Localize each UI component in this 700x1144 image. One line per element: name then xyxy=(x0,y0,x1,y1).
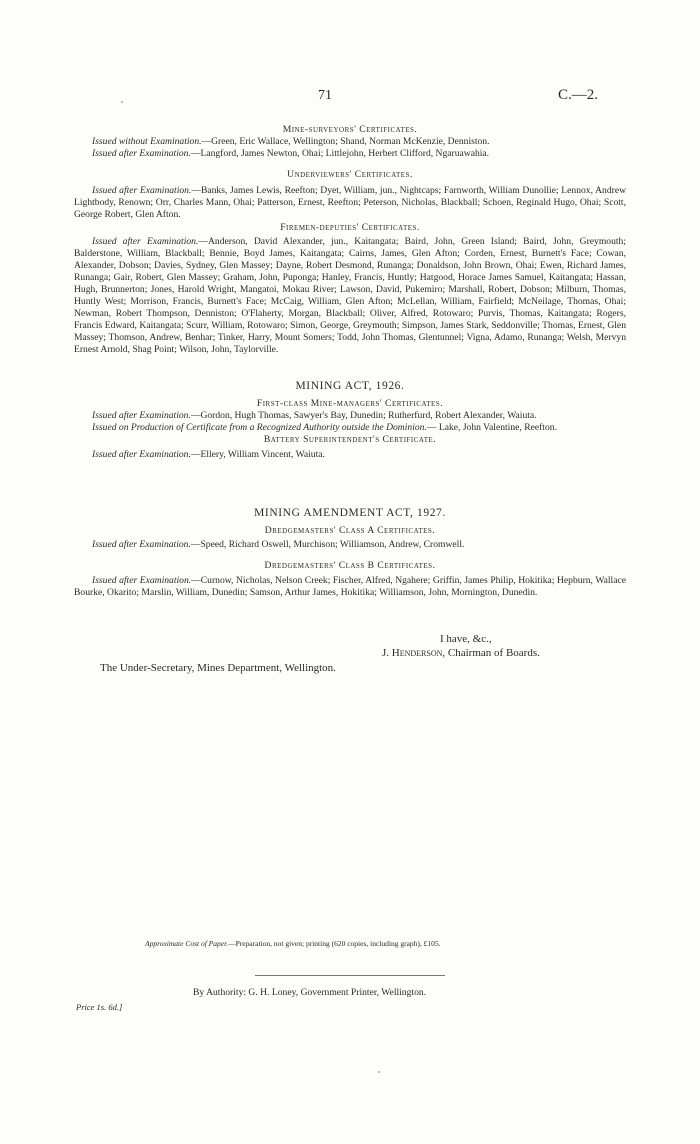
mine-surveyors-without-exam xyxy=(74,136,626,148)
mine-surveyors-heading: Mine-surveyors' Certificates. xyxy=(282,124,418,135)
firemen-deputies-section xyxy=(74,222,626,356)
names-list: —Anderson, David Alexander, jun., Kaitangata; Baird, John, Green Island; Baird, John, Greymouth; Balderstone, William, Blackball; Bennie, Boyd James, Kaitangata; Cairns, James, Glen Afton; Corden, Ernest, Burnett's Face; Cowan, Alexander, Dobson; Davies, Sydney, Glen Massey; Dayne, Robert Desmond, Runanga; Donaldson, John Brown, Ohai; Ewen, Richard James, Runanga; Gair, Robert, Glen Massey; Graham, John, Puponga; Hanley, Francis, Huntly; Hatgood, Horace James Samuel, Kaitangata; Hassan, Hugh, Brunnerton; Jones, Harold Wright, Mangatoi, Mokau River; Lawson, David, Pukemiro; Marshall, Robert, Dobson; Milburn, Thomas, Huntly West; Morrison, Francis, Burnett's Face; McCaig, William, Glen Afton; McLellan, William, Fairfield; McNeilage, Thomas, Ohai; Newman, Robert Thompson, Denniston; O'Flaherty, Morgan, Blackball; Oliver, Alfred, Rotowaro; Purvis, Thomas, Kaitangata; Rogers, Francis Edward, Kaitangata; Scurr, William, Rotowaro; Simon, George, Greymouth; Simpson, James Stark, Seddonville; Thomas, Ernest, Glen Massey; Thomson, Andrew, Benhar; Tinker, Harry, Mount Somers; Todd, John Thomas, Glentunnel; Vigna, Adamo, Runanga; Welsh, Mervyn Ernest Arnold, Shag Point; Wilson, John, Taylorville. xyxy=(74,236,626,355)
issued-label: Issued after Examination. xyxy=(92,539,191,550)
issued-label: Issued without Examination. xyxy=(92,136,202,147)
battery-after-exam xyxy=(74,449,626,461)
battery-heading: Battery Superintendent's Certificate. xyxy=(263,434,437,445)
scan-speck xyxy=(121,101,123,103)
issued-label: Issued after Examination. xyxy=(92,410,191,421)
document-reference: C.—2. xyxy=(558,87,599,103)
names-list: —Speed, Richard Oswell, Murchison; Williamson, Andrew, Cromwell. xyxy=(190,539,465,550)
cost-text: —Preparation, not given; printing (620 copies, including graph), £105. xyxy=(228,939,441,948)
issued-label: Issued after Examination. xyxy=(92,148,191,159)
class-b-after-exam xyxy=(74,575,626,599)
first-class-production xyxy=(74,422,626,434)
mine-surveyors-section xyxy=(74,124,626,160)
mining-amendment-act-section xyxy=(74,507,626,599)
issued-label: Issued after Examination. xyxy=(92,236,199,247)
class-b-heading: Dredgemasters' Class B Certificates. xyxy=(264,560,436,571)
firemen-deputies-heading: Firemen-deputies' Certificates. xyxy=(280,222,420,233)
names-list: —Gordon, Hugh Thomas, Sawyer's Bay, Dunedin; Rutherfurd, Robert Alexander, Waiuta. xyxy=(190,410,537,421)
issued-label: Issued after Examination. xyxy=(92,575,192,586)
first-class-heading: First-class Mine-managers' Certificates. xyxy=(256,398,444,409)
underviewers-after-exam xyxy=(74,185,626,221)
addressee: The Under-Secretary, Mines Department, Wellington. xyxy=(100,662,336,674)
names-list: — Lake, John Valentine, Reefton. xyxy=(426,422,557,433)
class-a-heading: Dredgemasters' Class A Certificates. xyxy=(264,525,436,536)
class-a-after-exam xyxy=(74,539,626,551)
names-list: —Ellery, William Vincent, Waiuta. xyxy=(190,449,325,460)
mining-act-section xyxy=(74,380,626,461)
cost-label: Approximate Cost of Paper. xyxy=(145,939,229,948)
price-text: Price 1s. 6d.] xyxy=(76,1002,123,1012)
names-list: —Banks, James Lewis, Reefton; Dyet, William, jun., Nightcaps; Farnworth, William Dunollie; Lennox, Andrew Lightbody, Renown; Orr, Charles Mann, Ohai; Patterson, Ernest, Reefton; Peterson, Nicholas, Blackball; Schoen, Reginald Hugo, Ohai; Scott, George Robert, Glen Afton. xyxy=(74,185,627,220)
price-note xyxy=(76,1002,122,1012)
cost-note xyxy=(145,939,441,948)
signatory-name: J. Henderson, xyxy=(382,647,446,659)
mine-surveyors-after-exam xyxy=(74,148,626,160)
signatory-title: Chairman of Boards. xyxy=(447,647,540,659)
page-number: 71 xyxy=(318,88,332,103)
issued-label: Issued after Examination. xyxy=(92,185,192,196)
underviewers-heading: Underviewers' Certificates. xyxy=(287,169,413,180)
issued-label: Issued on Production of Certificate from a Recognized Authority outside the Dominion. xyxy=(92,422,427,433)
underviewers-section xyxy=(74,169,626,221)
printer-authority: By Authority: G. H. Loney, Government Printer, Wellington. xyxy=(193,987,427,998)
names-list: —Curnow, Nicholas, Nelson Creek; Fischer, Alfred, Ngahere; Griffin, James Philip, Hokitika; Hepburn, Wallace Bourke, Okarito; Marslin, William, Dunedin; Samson, Arthur James, Hokitika; Williamson, John, Mornington, Dunedin. xyxy=(74,575,626,598)
signature xyxy=(382,647,540,659)
issued-label: Issued after Examination. xyxy=(92,449,191,460)
scan-speck xyxy=(378,1071,380,1073)
names-list: —Green, Eric Wallace, Wellington; Shand, Norman McKenzie, Denniston. xyxy=(201,136,490,147)
salutation: I have, &c., xyxy=(440,633,492,645)
firemen-deputies-after-exam xyxy=(74,236,626,356)
first-class-after-exam xyxy=(74,410,626,422)
divider-rule xyxy=(255,975,445,976)
mining-amendment-act-heading: MINING AMENDMENT ACT, 1927. xyxy=(254,507,446,519)
mining-act-heading: MINING ACT, 1926. xyxy=(295,380,405,392)
names-list: —Langford, James Newton, Ohai; Littlejohn, Herbert Clifford, Ngaruawahia. xyxy=(190,148,490,159)
